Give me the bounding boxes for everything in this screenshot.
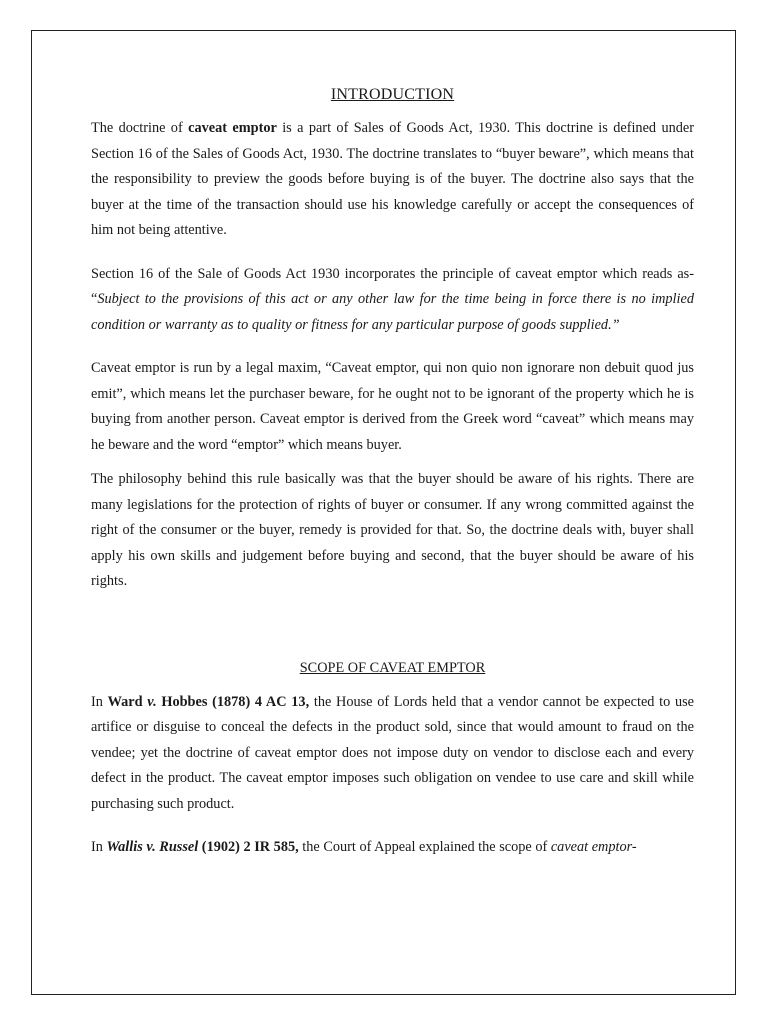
text-run: the House of Lords held that a vendor cannot be expected to use artifice or disguise to conceal the defects in the product sold, since that would amount to fraud on the vendee; yet the doctrine of caveat emptor does not impose duty on vendor to disclose each and every defect in the product. The caveat emptor imposes such obligation on vendee to use care and skill while purchasing such product.: [91, 693, 695, 812]
text-run: (1902) 2 IR 585,: [198, 839, 299, 855]
text-run: In: [91, 693, 108, 710]
paragraph-section-16: [91, 262, 694, 339]
paragraph-philosophy: The philosophy behind this rule basically was that the buyer should be aware of his rights. There are many legislations for the protection of rights of buyer or consumer. If any wrong committed against the right of the consumer or the buyer, remedy is provided for that. So, the doctrine deals with, buyer shall apply his own skills and judgement before buying and second, that the buyer should be aware of his rights.: [91, 471, 694, 589]
text-run: Ward: [107, 693, 148, 710]
case-citation-wallis: [106, 839, 298, 855]
text-run: Wallis v. Russel: [106, 839, 199, 855]
paragraph-ward-v-hobbes: [91, 690, 694, 818]
paragraph-doctrine-definition: [91, 116, 694, 244]
text-run: v.: [147, 693, 157, 710]
case-citation-ward: [108, 694, 310, 710]
document-content: [91, 86, 694, 861]
section-16-quote: Subject to the provisions of this act or any other law for the time being in force there is no implied condition or warranty as to quality or fitness for any particular purpose of goods supplied.”: [91, 291, 694, 333]
text-run: In: [91, 839, 107, 855]
term-caveat-emptor: caveat emptor: [188, 120, 277, 136]
paragraph-wallis-v-russel: [91, 835, 694, 861]
text-run: Hobbes (1878) 4 AC 13,: [156, 693, 310, 710]
text-run: is a part of Sales of Goods Act, 1930. This doctrine is defined under Section 16 of the Sales of Goods Act, 1930. The doctrine translates to “buyer beware”, which means that the responsibility to preview the goods before buying is of the buyer. The doctrine also says that the buyer at the time of the transaction should use his knowledge carefully or accept the consequences of him not being attentive.: [91, 120, 694, 238]
heading-scope: SCOPE OF CAVEAT EMPTOR: [299, 659, 486, 676]
text-run: caveat emptor-: [550, 839, 637, 855]
text-run: Section 16 of the Sale of Goods Act 1930 incorporates the principle of caveat emptor which reads as- “: [91, 265, 694, 307]
text-run: The doctrine of: [91, 120, 189, 136]
text-run: the Court of Appeal explained the scope of: [298, 839, 551, 855]
heading-introduction: INTRODUCTION: [330, 86, 455, 103]
paragraph-legal-maxim: Caveat emptor is run by a legal maxim, “Caveat emptor, qui non quio non ignorare non debuit quod jus emit”, which means let the purchaser beware, for he ought not to be ignorant of the property which he is buying from another person. Caveat emptor is derived from the Greek word “caveat” which means may he beware and the word “emptor” which means buyer.: [91, 360, 694, 453]
